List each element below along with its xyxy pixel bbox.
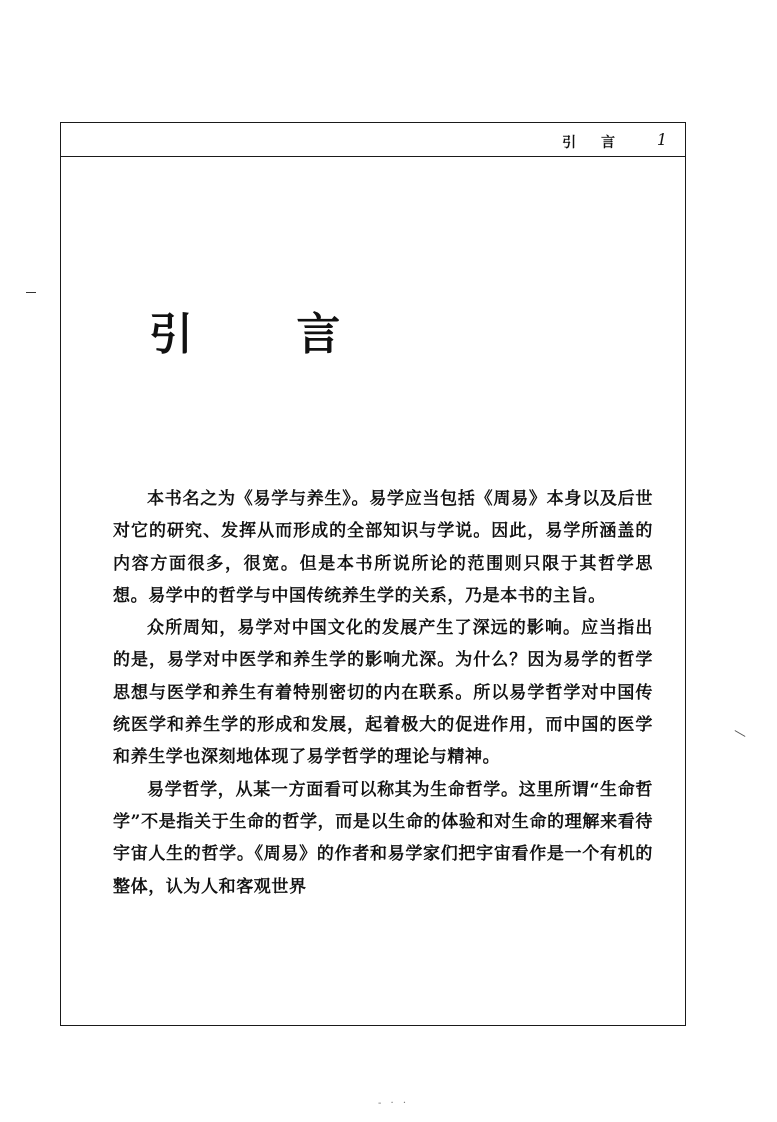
margin-mark [26,292,36,293]
page-frame [60,122,686,1026]
running-header [61,123,685,157]
page-number: 1 [656,130,667,149]
chapter-title: 引 言 [149,309,385,360]
margin-mark [735,730,746,737]
paragraph: 众所周知，易学对中国文化的发展产生了深远的影响。应当指出的是，易学对中医学和养生学的影响尤深。为什么？因为易学的哲学思想与医学和养生有着特别密切的内在联系。所以易学哲学对中国传统医学和养生学的形成和发展，起着极大的促进作用，而中国的医学和养生学也深刻地体现了易学哲学的理论与精神。 [113,618,653,768]
body-text [113,483,653,903]
running-header-title: 引 言 [562,135,625,151]
footer-mark: - · · [378,1098,410,1109]
paragraph: 本书名之为《易学与养生》。易学应当包括《周易》本身以及后世对它的研究、发挥从而形成的全部知识与学说。因此，易学所涵盖的内容方面很多，很宽。但是本书所说所论的范围则只限于其哲学思想。易学中的哲学与中国传统养生学的关系，乃是本书的主旨。 [113,489,653,606]
paragraph: 易学哲学，从某一方面看可以称其为生命哲学。这里所谓“生命哲学”不是指关于生命的哲学，而是以生命的体验和对生命的理解来看待宇宙人生的哲学。《周易》的作者和易学家们把宇宙看作是一个有机的整体，认为人和客观世界 [113,779,653,897]
